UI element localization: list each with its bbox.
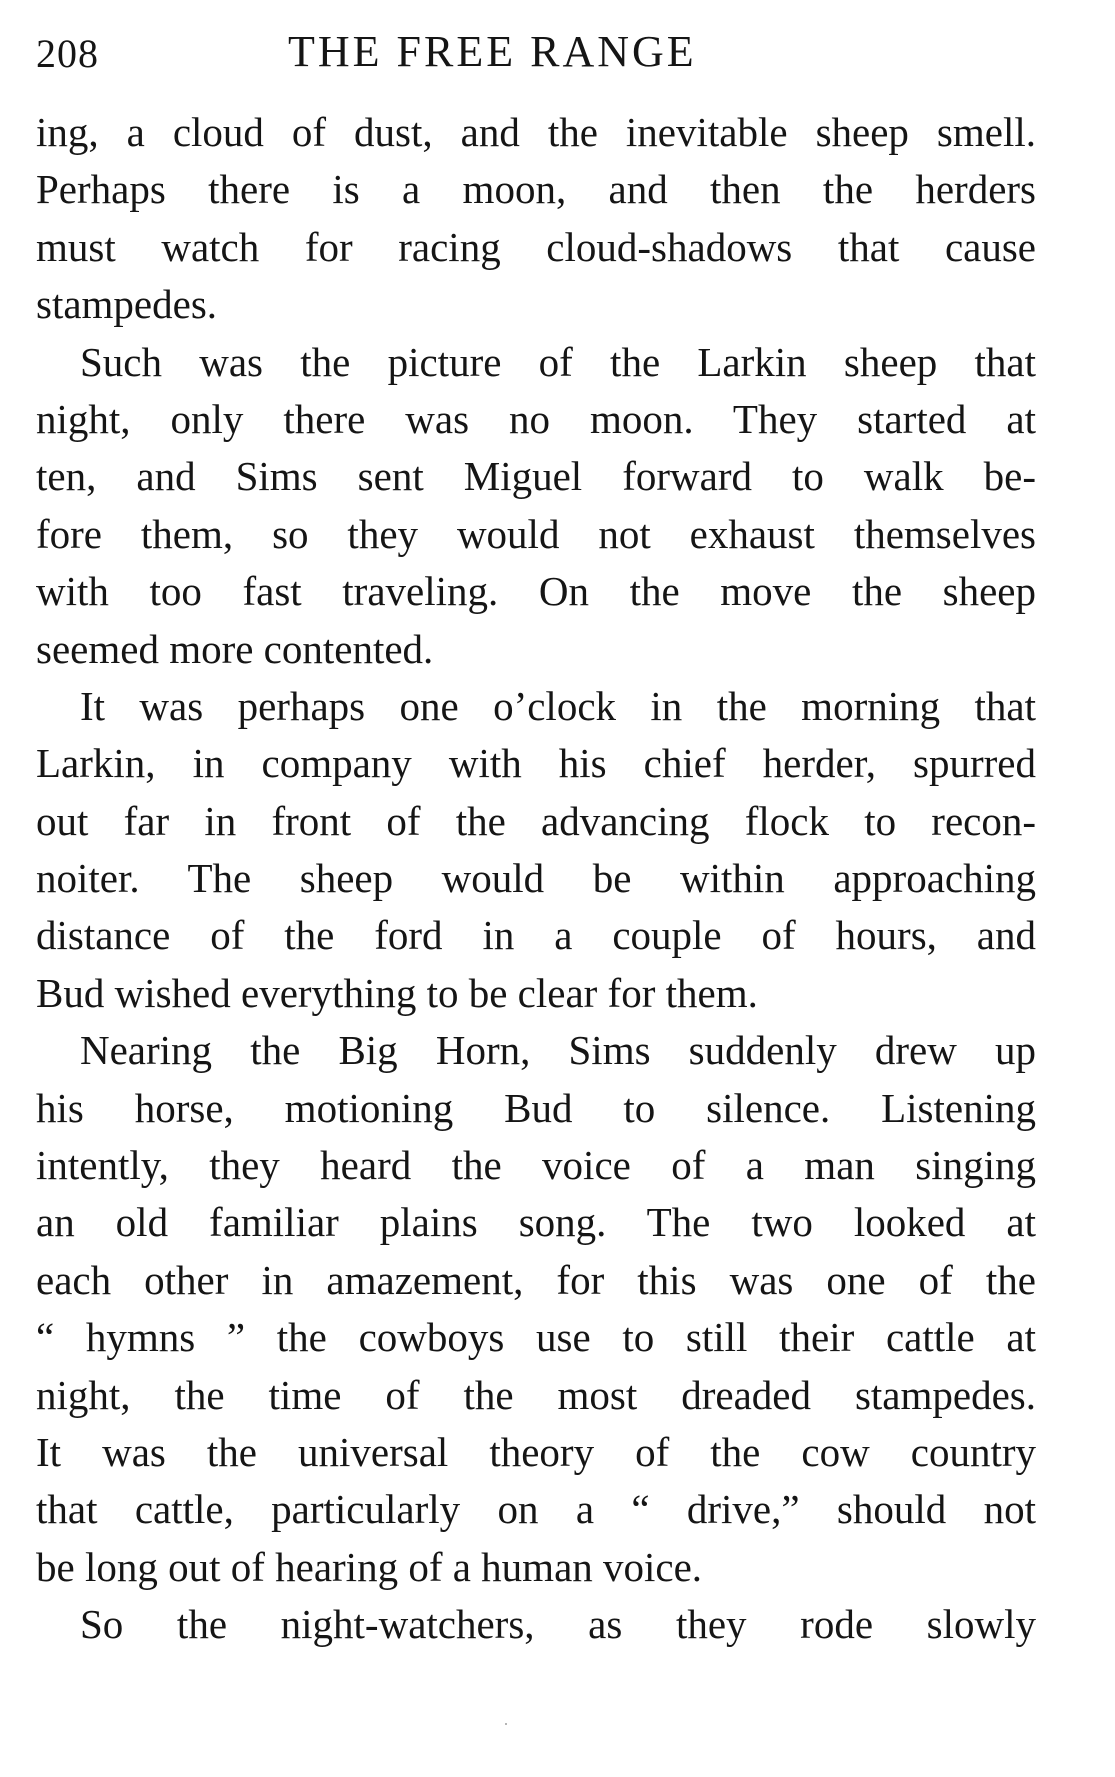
text-line: must watch for racing cloud-shadows that cause [36,223,1036,270]
text-line: ing, a cloud of dust, and the inevitable sheep smell. [36,109,1036,155]
body-text [36,104,1036,1654]
text-line: noiter. The sheep would be within approaching [36,855,1036,902]
text-line: seemed more contented. [36,625,434,672]
text-line: It was the universal theory of the cow country [36,1428,1036,1475]
running-title: THE FREE RANGE [288,27,697,76]
scan-speck [505,1723,507,1725]
text-line: stampedes. [36,281,218,328]
text-line: So the night-watchers, as they rode slowly [80,1601,1036,1648]
text-line: his horse, motioning Bud to silence. Listening [36,1084,1036,1131]
text-line: out far in front of the advancing flock to recon- [36,797,1036,844]
page-number: 208 [36,31,99,76]
text-line: each other in amazement, for this was one of the [36,1256,1036,1303]
text-line: that cattle, particularly on a “ drive,” should not [36,1486,1036,1533]
text-line: distance of the ford in a couple of hours, and [36,912,1036,959]
text-line: an old familiar plains song. The two looked at [36,1199,1036,1246]
text-line: Such was the picture of the Larkin sheep that [80,338,1036,385]
text-line: Perhaps there is a moon, and then the herders [36,166,1036,213]
text-line: night, only there was no moon. They started at [36,395,1036,442]
running-head [36,22,1036,84]
text-line: intently, they heard the voice of a man singing [36,1142,1036,1189]
text-line: Larkin, in company with his chief herder, spurred [36,740,1036,787]
text-line: Bud wished everything to be clear for them. [36,969,758,1016]
text-line: “ hymns ” the cowboys use to still their cattle at [36,1314,1036,1361]
text-line: fore them, so they would not exhaust themselves [36,510,1036,557]
text-line: with too fast traveling. On the move the sheep [36,568,1036,615]
text-line: Nearing the Big Horn, Sims suddenly drew up [80,1027,1036,1074]
text-line: night, the time of the most dreaded stampedes. [36,1371,1036,1418]
text-line: be long out of hearing of a human voice. [36,1543,703,1590]
text-line: ten, and Sims sent Miguel forward to walk be- [36,453,1036,500]
text-line: It was perhaps one o’clock in the morning that [80,682,1036,729]
